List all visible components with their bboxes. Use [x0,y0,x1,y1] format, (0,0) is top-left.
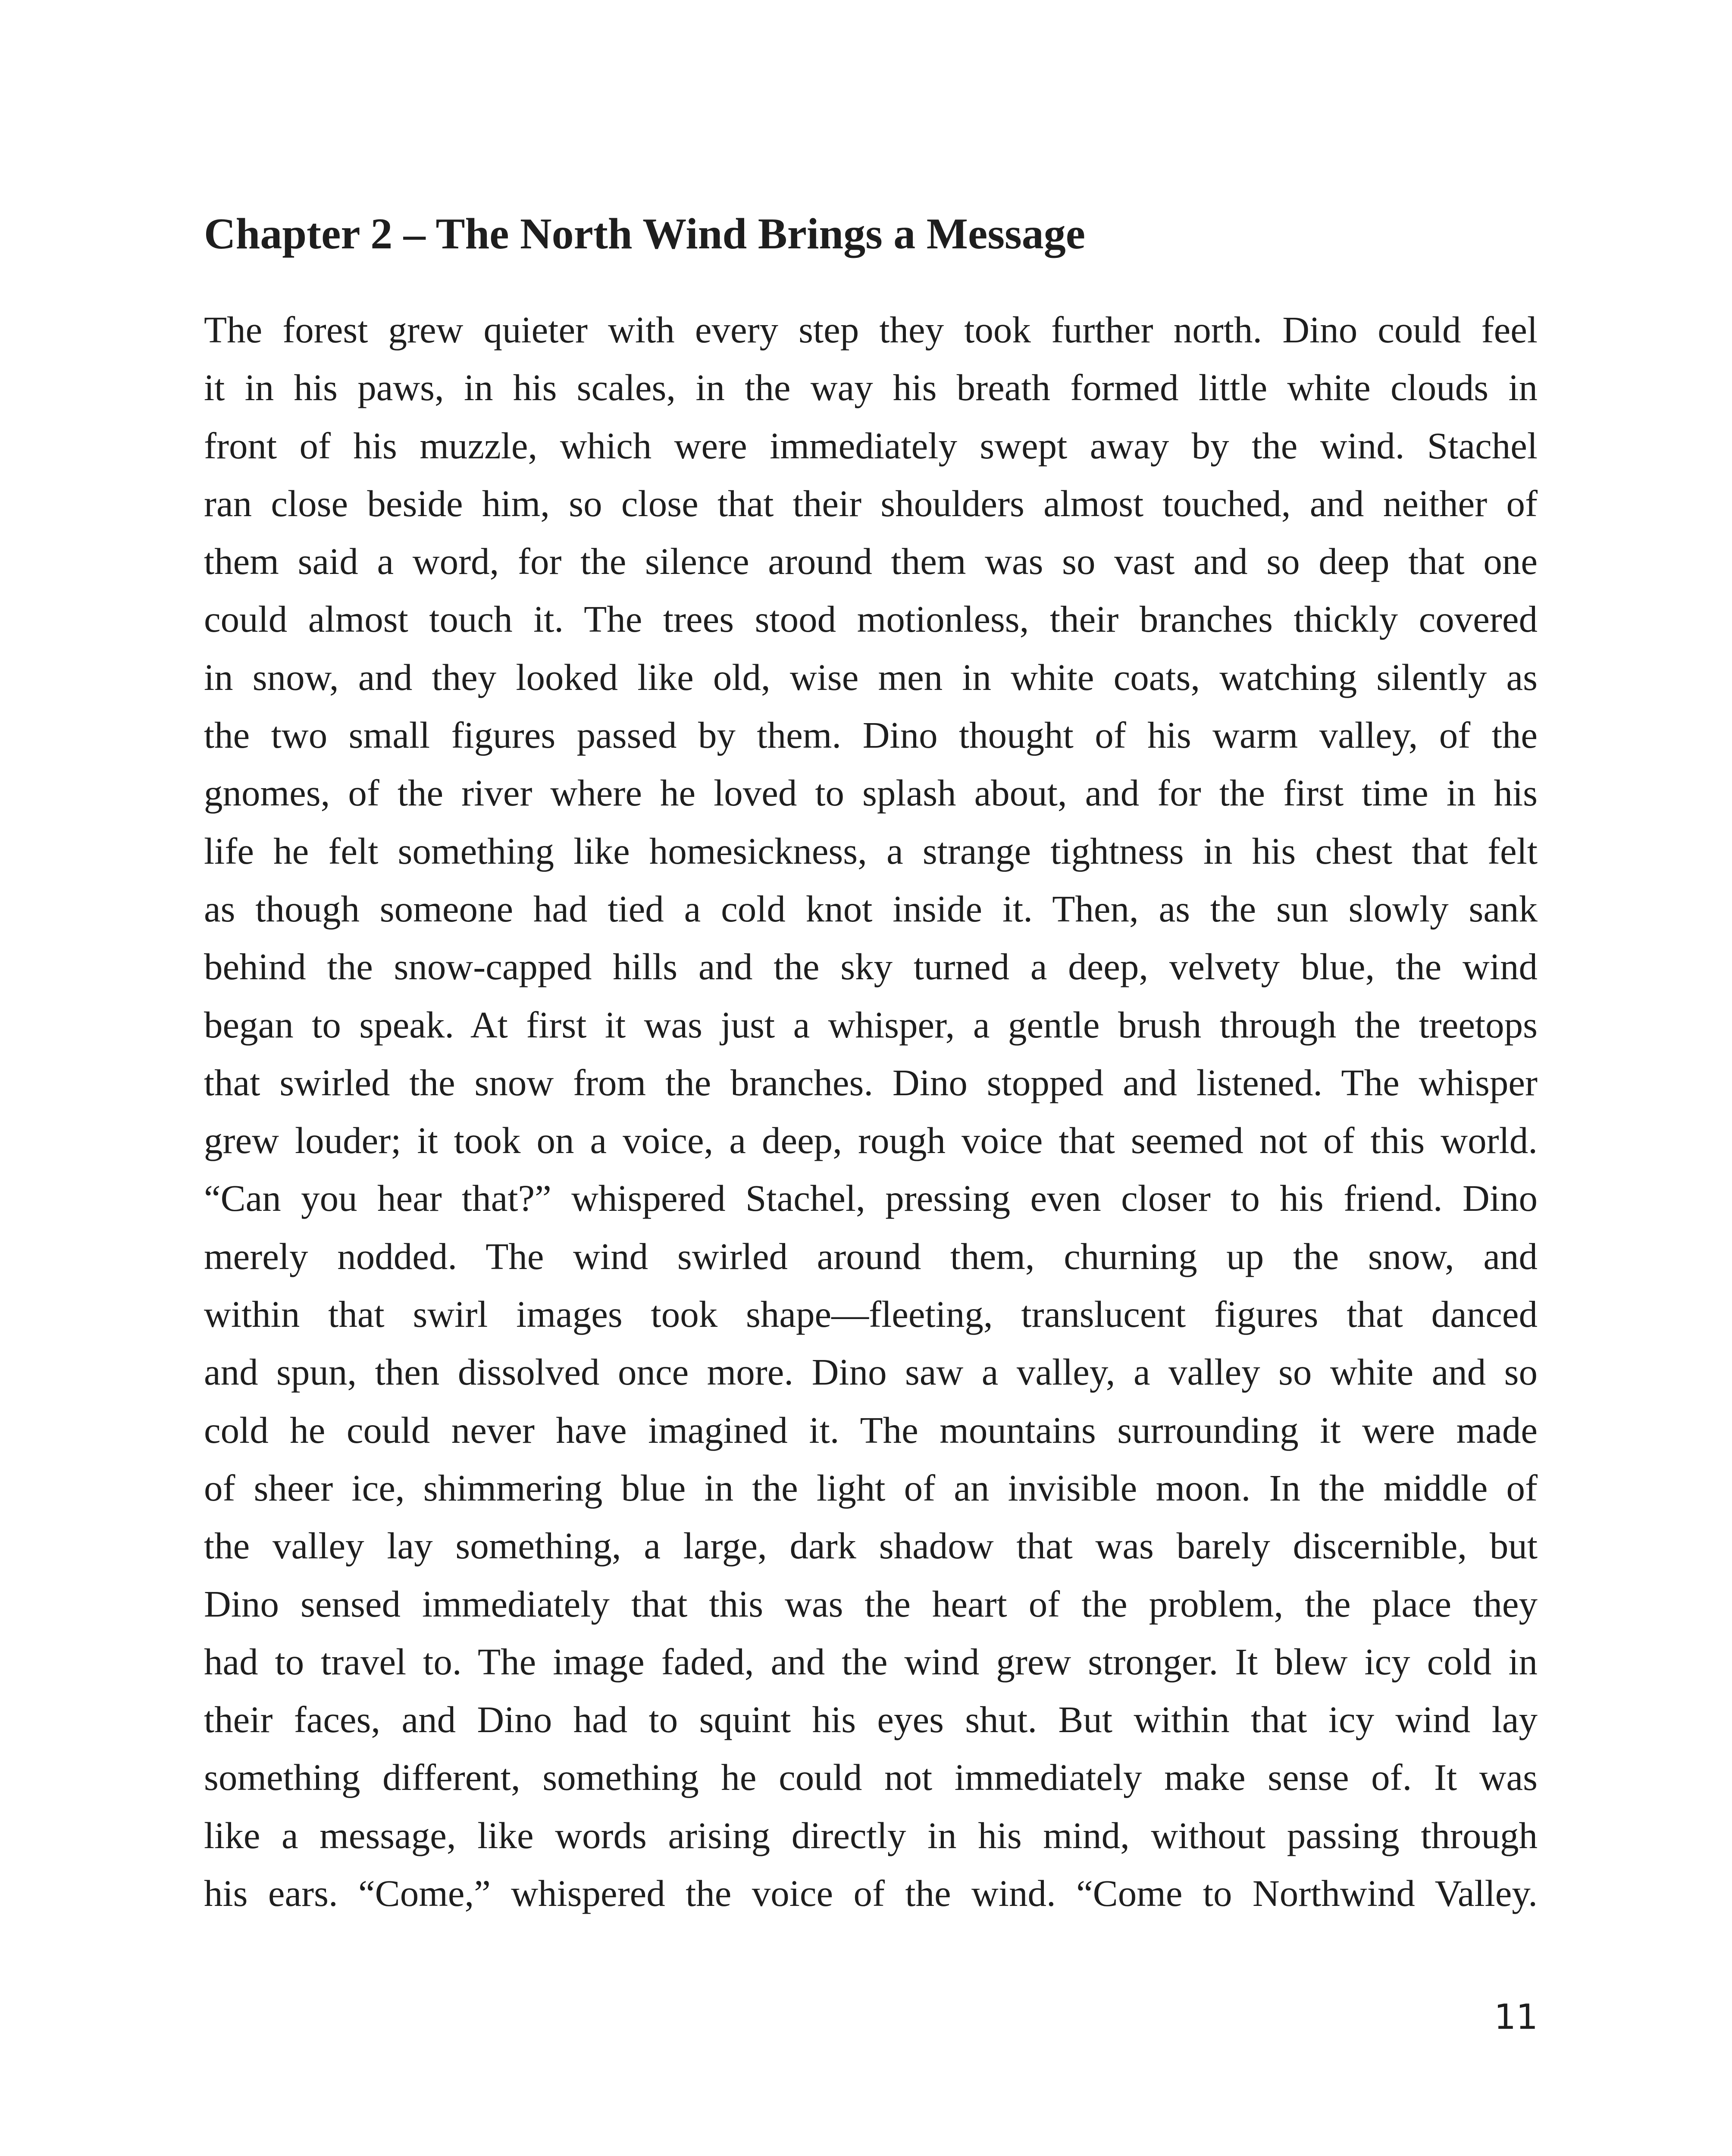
text-line: it in his paws, in his scales, in the way his breath formed little white clouds in [204,367,1538,409]
text-line: within that swirl images took shape—fleeting, translucent figures that danced [204,1293,1538,1335]
text-line: them said a word, for the silence around them was so vast and so deep that one [204,540,1538,583]
text-line: ran close beside him, so close that their shoulders almost touched, and neither of [204,482,1538,524]
text-line: had to travel to. The image faded, and the wind grew stronger. It blew icy cold in [204,1640,1538,1683]
text-line: something different, something he could not immediately make sense of. It was [204,1756,1538,1799]
text-line: cold he could never have imagined it. The mountains surrounding it were made [204,1409,1538,1451]
text-line: and spun, then dissolved once more. Dino saw a valley, a valley so white and so [204,1351,1538,1393]
text-line: like a message, like words arising directly in his mind, without passing through [204,1814,1538,1856]
text-line: that swirled the snow from the branches. Dino stopped and listened. The whisper [204,1061,1538,1103]
text-line: front of his muzzle, which were immediately swept away by the wind. Stachel [204,424,1538,467]
text-line: The forest grew quieter with every step they took further north. Dino could feel [204,309,1538,351]
text-line: grew louder; it took on a voice, a deep, rough voice that seemed not of this world. [204,1119,1538,1162]
text-line: behind the snow-capped hills and the sky turned a deep, velvety blue, the wind [204,946,1538,988]
text-line: Dino sensed immediately that this was the heart of the problem, the place they [204,1583,1538,1625]
text-line: of sheer ice, shimmering blue in the light of an invisible moon. In the middle of [204,1467,1538,1509]
text-line: the valley lay something, a large, dark shadow that was barely discernible, but [204,1525,1538,1567]
text-line: their faces, and Dino had to squint his eyes shut. But within that icy wind lay [204,1698,1538,1741]
text-line: in snow, and they looked like old, wise men in white coats, watching silently as [204,656,1538,698]
text-line: merely nodded. The wind swirled around them, churning up the snow, and [204,1235,1538,1277]
page-number: 11 [1494,1997,1538,2037]
text-line: life he felt something like homesickness, a strange tightness in his chest that felt [204,830,1538,872]
text-line: the two small figures passed by them. Dino thought of his warm valley, of the [204,714,1538,756]
text-line: could almost touch it. The trees stood motionless, their branches thickly covered [204,598,1538,640]
text-line: gnomes, of the river where he loved to splash about, and for the first time in his [204,772,1538,814]
chapter-title: Chapter 2 – The North Wind Brings a Message [204,210,1085,258]
text-line: began to speak. At first it was just a whisper, a gentle brush through the treetops [204,1003,1538,1046]
body-paragraph [204,301,1538,1922]
text-line: “Can you hear that?” whispered Stachel, pressing even closer to his friend. Dino [204,1177,1538,1219]
text-line: as though someone had tied a cold knot inside it. Then, as the sun slowly sank [204,887,1538,930]
text-line: his ears. “Come,” whispered the voice of the wind. “Come to Northwind Valley. [204,1872,1538,1915]
